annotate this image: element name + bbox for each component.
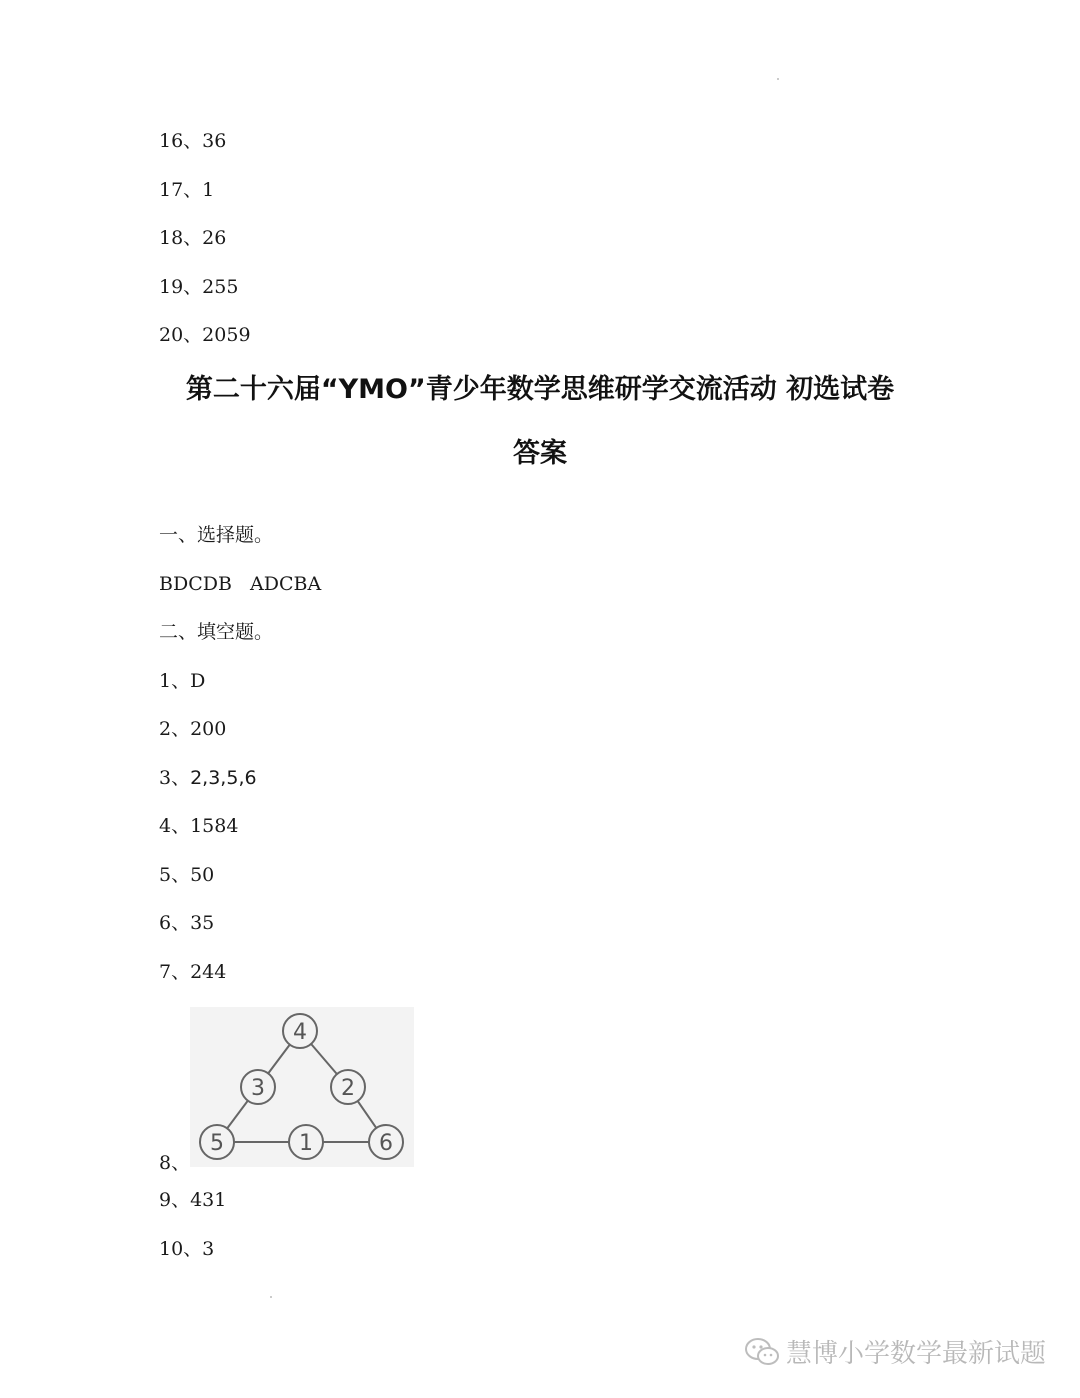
answer-16: 16、36 bbox=[159, 130, 227, 152]
watermark bbox=[744, 1333, 1046, 1370]
node-top-label: 4 bbox=[293, 1020, 307, 1045]
triangle-svg bbox=[190, 1007, 414, 1167]
fill-answer-3-label: 3、 bbox=[159, 767, 191, 789]
page-speck bbox=[777, 78, 779, 80]
page-speck bbox=[270, 1296, 272, 1298]
page-subtitle: 答案 bbox=[513, 438, 567, 469]
triangle-number-diagram bbox=[190, 1007, 414, 1167]
fill-answer-1: 1、D bbox=[159, 670, 206, 692]
node-bottom-right-label: 6 bbox=[379, 1131, 393, 1156]
fill-answer-10: 10、3 bbox=[159, 1238, 215, 1260]
watermark-text: 慧博小学数学最新试题 bbox=[785, 1339, 1046, 1369]
fill-answer-9: 9、431 bbox=[159, 1189, 227, 1211]
fill-answer-8: 8、 bbox=[159, 1152, 191, 1174]
answer-19: 19、255 bbox=[159, 276, 239, 298]
fill-answer-6: 6、35 bbox=[159, 912, 215, 934]
node-bottom-mid-label: 1 bbox=[299, 1131, 313, 1156]
fill-answer-3 bbox=[159, 766, 257, 790]
fill-answer-2: 2、200 bbox=[159, 718, 227, 740]
section-fill-heading: 二、填空题。 bbox=[159, 621, 274, 643]
choice-answers: BDCDB ADCBA bbox=[159, 573, 322, 595]
answer-17: 17、1 bbox=[159, 179, 215, 201]
page-title: 第二十六届“YMO”青少年数学思维研学交流活动 初选试卷 bbox=[185, 374, 895, 405]
fill-answer-4: 4、1584 bbox=[159, 815, 239, 837]
fill-answer-7: 7、244 bbox=[159, 961, 227, 983]
node-bottom-left-label: 5 bbox=[210, 1131, 224, 1156]
section-choice-heading: 一、选择题。 bbox=[159, 524, 274, 546]
answer-18: 18、26 bbox=[159, 227, 227, 249]
node-right-mid-label: 2 bbox=[341, 1076, 355, 1101]
fill-answer-3-value: 2,3,5,6 bbox=[190, 767, 257, 789]
answer-20: 20、2059 bbox=[159, 324, 251, 346]
wechat-icon bbox=[744, 1337, 780, 1367]
fill-answer-5: 5、50 bbox=[159, 864, 215, 886]
node-left-mid-label: 3 bbox=[251, 1076, 265, 1101]
